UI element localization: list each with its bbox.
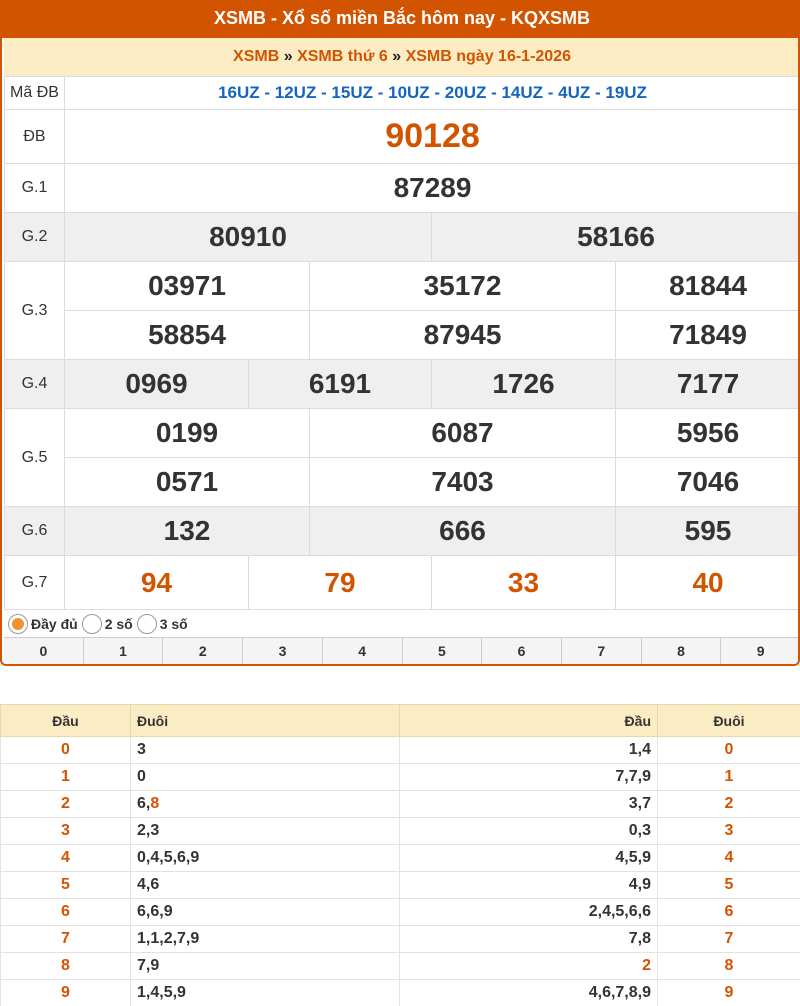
- g4-number: 1726: [492, 368, 555, 399]
- radio-three-digits[interactable]: [137, 614, 157, 634]
- g6-number: 595: [684, 515, 732, 546]
- results-table: [4, 76, 800, 610]
- breadcrumb: [4, 38, 800, 76]
- dau-digit: 9: [1, 980, 131, 1006]
- g5-number: 7403: [431, 466, 494, 497]
- table-row: [1, 764, 800, 791]
- g5-label: G.5: [5, 409, 65, 507]
- dau-digit: 2: [1, 791, 131, 818]
- dau-digit: 0: [1, 737, 131, 764]
- option-two-digits[interactable]: [82, 614, 133, 634]
- g3-number: 03971: [148, 270, 226, 301]
- g4-number: 6191: [308, 368, 372, 399]
- duoi-values: 1,4,5,9: [131, 980, 400, 1006]
- g6-label: G.6: [5, 507, 65, 556]
- madb-value: 16UZ - 12UZ - 15UZ - 10UZ - 20UZ - 14UZ - 4UZ - 19UZ: [65, 77, 800, 110]
- duoi-digit: 1: [658, 764, 800, 791]
- duoi-values: 0,4,5,6,9: [131, 845, 400, 872]
- page-title: XSMB - Xổ số miền Bắc hôm nay - KQXSMB: [2, 0, 800, 38]
- dau-values: 3,7: [400, 791, 658, 818]
- header-duoi-right: Đuôi: [658, 705, 800, 737]
- g5-number: 0571: [155, 466, 219, 497]
- dau-duoi-table: [0, 704, 800, 1006]
- option-full[interactable]: [8, 614, 78, 634]
- table-row: [1, 872, 800, 899]
- dau-values: 7,8: [400, 926, 658, 953]
- duoi-digit: 4: [658, 845, 800, 872]
- dau-digit: 5: [1, 872, 131, 899]
- dau-values: 7,7,9: [400, 764, 658, 791]
- g3-label: G.3: [5, 262, 65, 360]
- duoi-digit: 3: [658, 818, 800, 845]
- duoi-digit: 7: [658, 926, 800, 953]
- duoi-digit: 2: [658, 791, 800, 818]
- dau-values: 4,6,7,8,9: [400, 980, 658, 1006]
- g3-number: 35172: [423, 270, 502, 301]
- table-row: [1, 980, 800, 1006]
- g4-label: G.4: [5, 360, 65, 409]
- breadcrumb-separator: »: [283, 48, 293, 65]
- table-row: [1, 899, 800, 926]
- duoi-highlight: 8: [150, 795, 160, 812]
- g3-number: 81844: [669, 270, 747, 301]
- dau-digit: 8: [1, 953, 131, 980]
- duoi-digit: 0: [658, 737, 800, 764]
- digit-filter-button[interactable]: 8: [642, 638, 722, 664]
- g2-number: 80910: [209, 221, 287, 252]
- g7-number: 94: [140, 566, 173, 598]
- duoi-values: [131, 791, 400, 818]
- header-dau-right: Đầu: [400, 705, 658, 737]
- dau-highlight: 2: [642, 957, 651, 974]
- duoi-values: 4,6: [131, 872, 400, 899]
- header-duoi: Đuôi: [131, 705, 400, 737]
- madb-label: Mã ĐB: [5, 77, 65, 110]
- dau-digit: 3: [1, 818, 131, 845]
- duoi-digit: 8: [658, 953, 800, 980]
- g6-number: 666: [439, 515, 486, 546]
- g5-number: 6087: [431, 417, 494, 448]
- g7-number: 40: [692, 566, 724, 598]
- dau-values: [400, 953, 658, 980]
- g3-number: 71849: [669, 319, 747, 350]
- option-three-digits[interactable]: [137, 614, 188, 634]
- duoi-values-text: 6,: [137, 795, 151, 812]
- duoi-values: 7,9: [131, 953, 400, 980]
- g7-number: 79: [324, 566, 356, 598]
- option-three-label: 3 số: [159, 616, 188, 632]
- dau-values: 4,9: [400, 872, 658, 899]
- db-label: ĐB: [5, 110, 65, 164]
- g6-number: 132: [163, 515, 211, 546]
- table-row: [1, 737, 800, 764]
- display-options: [4, 610, 800, 638]
- dau-digit: 4: [1, 845, 131, 872]
- g2-label: G.2: [5, 213, 65, 262]
- digit-filter-button[interactable]: 5: [403, 638, 483, 664]
- dau-digit: 1: [1, 764, 131, 791]
- duoi-values: 0: [131, 764, 400, 791]
- header-dau: Đầu: [1, 705, 131, 737]
- g1-number: 87289: [393, 172, 472, 203]
- digit-filter-bar: [4, 637, 800, 664]
- breadcrumb-separator: »: [392, 48, 402, 65]
- digit-filter-button[interactable]: 9: [721, 638, 800, 664]
- breadcrumb-weekday-link[interactable]: XSMB thứ 6: [297, 48, 388, 65]
- table-row: [1, 926, 800, 953]
- duoi-values: 3: [131, 737, 400, 764]
- table-row: [1, 953, 800, 980]
- duoi-digit: 5: [658, 872, 800, 899]
- digit-filter-button[interactable]: 7: [562, 638, 642, 664]
- dau-values: 4,5,9: [400, 845, 658, 872]
- radio-full[interactable]: [8, 614, 28, 634]
- g7-label: G.7: [5, 556, 65, 610]
- duoi-digit: 6: [658, 899, 800, 926]
- dau-values: 1,4: [400, 737, 658, 764]
- dau-values: 0,3: [400, 818, 658, 845]
- duoi-values: 1,1,2,7,9: [131, 926, 400, 953]
- breadcrumb-xsmb-link[interactable]: XSMB: [233, 48, 280, 65]
- g3-number: 58854: [148, 319, 226, 350]
- option-full-label: Đầy đủ: [31, 616, 78, 632]
- special-prize-number: 90128: [385, 117, 480, 155]
- g5-number: 5956: [676, 417, 740, 448]
- dau-values: 2,4,5,6,6: [400, 899, 658, 926]
- g4-number: 7177: [676, 368, 740, 399]
- digit-filter-button[interactable]: 0: [4, 638, 84, 664]
- table-row: [1, 791, 800, 818]
- g5-number: 0199: [155, 417, 219, 448]
- duoi-values: 6,6,9: [131, 899, 400, 926]
- g4-number: 0969: [125, 368, 188, 399]
- breadcrumb-date-link[interactable]: XSMB ngày 16-1-2026: [405, 48, 571, 65]
- g2-number: 58166: [577, 221, 655, 252]
- digit-filter-button[interactable]: 2: [163, 638, 243, 664]
- digit-filter-button[interactable]: 1: [84, 638, 164, 664]
- digit-filter-button[interactable]: 3: [243, 638, 323, 664]
- option-two-label: 2 số: [104, 616, 133, 632]
- digit-filter-button[interactable]: 6: [482, 638, 562, 664]
- radio-two-digits[interactable]: [82, 614, 102, 634]
- table-row: [1, 818, 800, 845]
- g3-number: 87945: [423, 319, 502, 350]
- table-row: [1, 845, 800, 872]
- g5-number: 7046: [676, 466, 740, 497]
- duoi-digit: 9: [658, 980, 800, 1006]
- dau-digit: 6: [1, 899, 131, 926]
- dau-digit: 7: [1, 926, 131, 953]
- duoi-values: 2,3: [131, 818, 400, 845]
- g1-label: G.1: [5, 164, 65, 213]
- digit-filter-button[interactable]: 4: [323, 638, 403, 664]
- g7-number: 33: [507, 566, 540, 598]
